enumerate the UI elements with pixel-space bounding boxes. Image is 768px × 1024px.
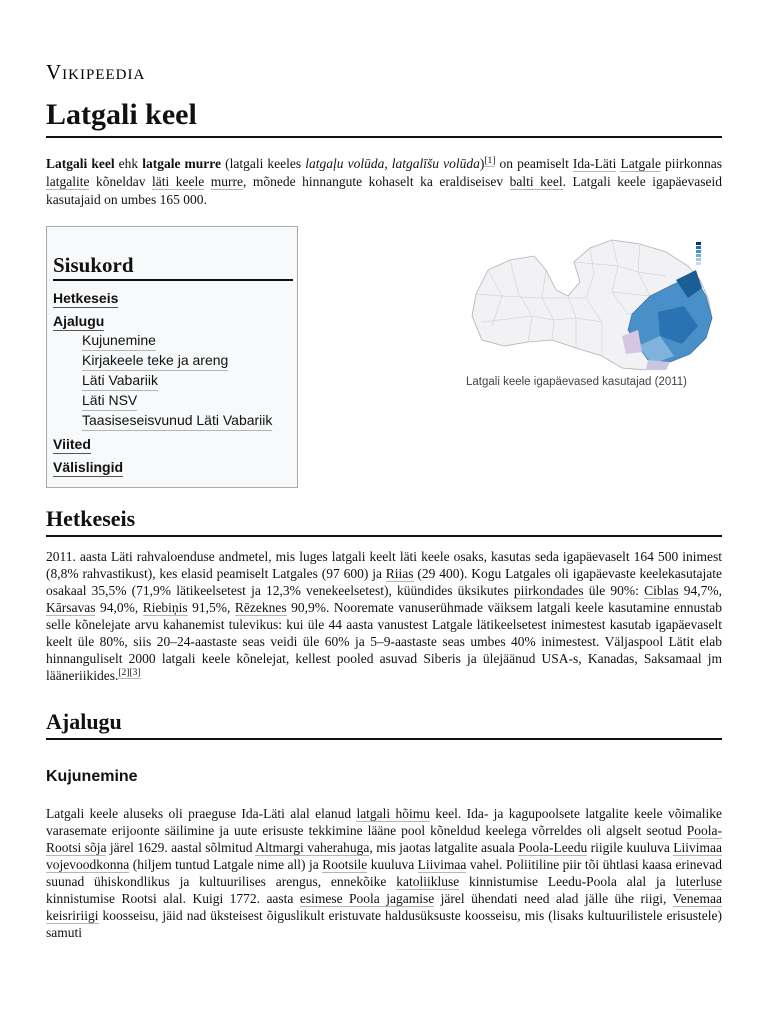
toc-item-lati-nsv[interactable]: Läti NSV bbox=[82, 391, 137, 411]
section-heading-ajalugu: Ajalugu bbox=[46, 708, 722, 740]
latvia-map-image[interactable] bbox=[462, 236, 718, 372]
link-luterluse[interactable]: luterluse bbox=[675, 874, 722, 889]
link-venemaa-keisririik[interactable]: Venemaa keisririigi bbox=[46, 891, 723, 923]
toc-item-kujunemine[interactable]: Kujunemine bbox=[82, 331, 156, 351]
link-karsavas[interactable]: Kārsavas bbox=[46, 600, 96, 615]
link-rezeknes[interactable]: Rēzeknes bbox=[234, 600, 287, 615]
link-ciblas[interactable]: Ciblas bbox=[644, 583, 679, 598]
toc-item-hetkeseis[interactable]: Hetkeseis bbox=[53, 290, 119, 306]
link-rootsile[interactable]: Rootsile bbox=[322, 857, 368, 872]
toc-item-ajalugu[interactable]: Ajalugu bbox=[53, 313, 105, 329]
link-latgali-hoimu[interactable]: latgali hõimu bbox=[356, 806, 431, 821]
reference-link[interactable]: [2][3] bbox=[118, 667, 141, 678]
table-of-contents bbox=[46, 226, 298, 488]
hetkeseis-paragraph: 2011. aasta Läti rahvaloenduse andmetel, mis luges latgali keelt läti keele osaks, kasutas seda igapäevaselt 164 500 inimest (8,8% rahvastikust), kes elasid peamiselt Latgales (97 600) ja Riias (29 400). Kogu Latgales oli igapäevaste keelekasutajate osakaal 35,5% (71,9% lätikeelsetest ja 12,3% venekeelsetest), küündides üksikutes piirkondades üle 90%: Ciblas 94,7%, Kārsavas 94,0%, Riebiņis 91,5%, Rēzeknes 90,9%. Nooremate vanuserühmade väiksem latgali keele kasutamine ennustab selle kõnelejate arvu kahanemist tulevikus: kui üle 44 aasta vanustest Latgale lätikeelsetest inimestest kasutab igapäevaselt keelt üle 80%, siis 20–24-aastaste seas veidi üle 60% ja 5–9-aastaste seas umbes 40% inimestest. Väljaspool Lätit elab hinnanguliselt 2000 latgali keele kõnelejat, kellest pooled asuvad Siberis ja ülejäänud USA-s, Kanadas, Saksamaal jm lääneriikides.[2][3] bbox=[46, 549, 723, 683]
map-legend bbox=[696, 242, 701, 265]
toc-item-viited[interactable]: Viited bbox=[53, 436, 91, 452]
section-heading-hetkeseis: Hetkeseis bbox=[46, 505, 722, 537]
link-lati-keele[interactable]: läti keele bbox=[152, 174, 205, 189]
toc-item-kirjakeele[interactable]: Kirjakeele teke ja areng bbox=[82, 351, 228, 371]
link-piirkondades[interactable]: piirkondades bbox=[513, 583, 584, 598]
link-murre[interactable]: murre bbox=[210, 174, 243, 189]
link-latgalite[interactable]: latgalite bbox=[46, 174, 90, 189]
link-poola-leedu[interactable]: Poola-Leedu bbox=[518, 840, 588, 855]
figure-caption: Latgali keele igapäevased kasutajad (2011) bbox=[466, 376, 687, 388]
intro-paragraph: Latgali keel ehk latgale murre (latgali keeles latgaļu volūda, latgalīšu volūda)[1] on peamiselt Ida-Läti Latgale piirkonnas latgalite kõneldav läti keele murre, mõnede hinnangute kohaselt ka eraldiseisev balti keel. Latgali keele igapäevaseid kasutajaid on umbes 165 000. bbox=[46, 155, 723, 207]
toc-item-lati-vabariik[interactable]: Läti Vabariik bbox=[82, 371, 158, 391]
kujunemine-paragraph: Latgali keele aluseks oli praeguse Ida-Läti alal elanud latgali hõimu keel. Ida- ja kagupoolsete latgalite keele võimalike varasemate erijoonte säilimine ja uute erisuste tekkimine lääne pool kõneldud keelega võrreldes oli algselt seotud Poola-Rootsi sõja järel 1629. aastal sõlmitud Altmargi vaherahuga, mis jaotas latgalite asuala Poola-Leedu riigile kuuluva Liivimaa vojevoodkonna (hiljem tuntud Latgale nime all) ja Rootsile kuuluva Liivimaa vahel. Poliitiline piir tõi ühtlasi kaasa erinevad suunad ühiskondlikus ja kultuurilises arengus, ennekõike katoliikluse kinnistumise Leedu-Poola alal ja luterluse kinnistumise Rootsi alal. Kuigi 1772. aasta esimese Poola jagamise järel ühendati need alad jälle ühe riigi, Venemaa keisririigi koosseisu, jäid nad üksteisest õiguslikult eristuvate haldusüksuste koosseisu, mis (lisaks kultuurilistele erisustele) samuti bbox=[46, 806, 723, 940]
link-ida-lati[interactable]: Ida-Läti bbox=[572, 156, 617, 171]
link-liivimaa-vojevoodkond[interactable]: Liivimaa vojevoodkonna bbox=[46, 840, 722, 872]
page-title: Latgali keel bbox=[46, 96, 722, 138]
toc-item-taasiseseisvunud[interactable]: Taasiseseisvunud Läti Vabariik bbox=[82, 411, 272, 431]
link-katoliikluse[interactable]: katoliikluse bbox=[396, 874, 460, 889]
intro-bold-alias: latgale murre bbox=[142, 156, 222, 171]
link-balti-keel[interactable]: balti keel bbox=[509, 174, 563, 189]
subsection-heading-kujunemine: Kujunemine bbox=[46, 768, 138, 785]
link-esimene-poola-jagamine[interactable]: esimese Poola jagamise bbox=[299, 891, 435, 906]
link-riias[interactable]: Riias bbox=[385, 566, 414, 581]
link-poola-rootsi-soda[interactable]: Poola-Rootsi sõja bbox=[46, 823, 722, 855]
reference-link[interactable]: [1] bbox=[484, 155, 496, 166]
wikipedia-wordmark[interactable]: Vikipeedia bbox=[46, 60, 146, 84]
toc-title: Sisukord bbox=[53, 253, 293, 281]
link-latgale[interactable]: Latgale bbox=[620, 156, 661, 171]
link-liivimaa[interactable]: Liivimaa bbox=[417, 857, 467, 872]
intro-bold-term: Latgali keel bbox=[46, 156, 115, 171]
link-altmargi-vaherahu[interactable]: Altmargi vaherahuga bbox=[255, 840, 370, 855]
link-riebinis[interactable]: Riebiņis bbox=[142, 600, 188, 615]
toc-item-valislingid[interactable]: Välislingid bbox=[53, 459, 124, 475]
